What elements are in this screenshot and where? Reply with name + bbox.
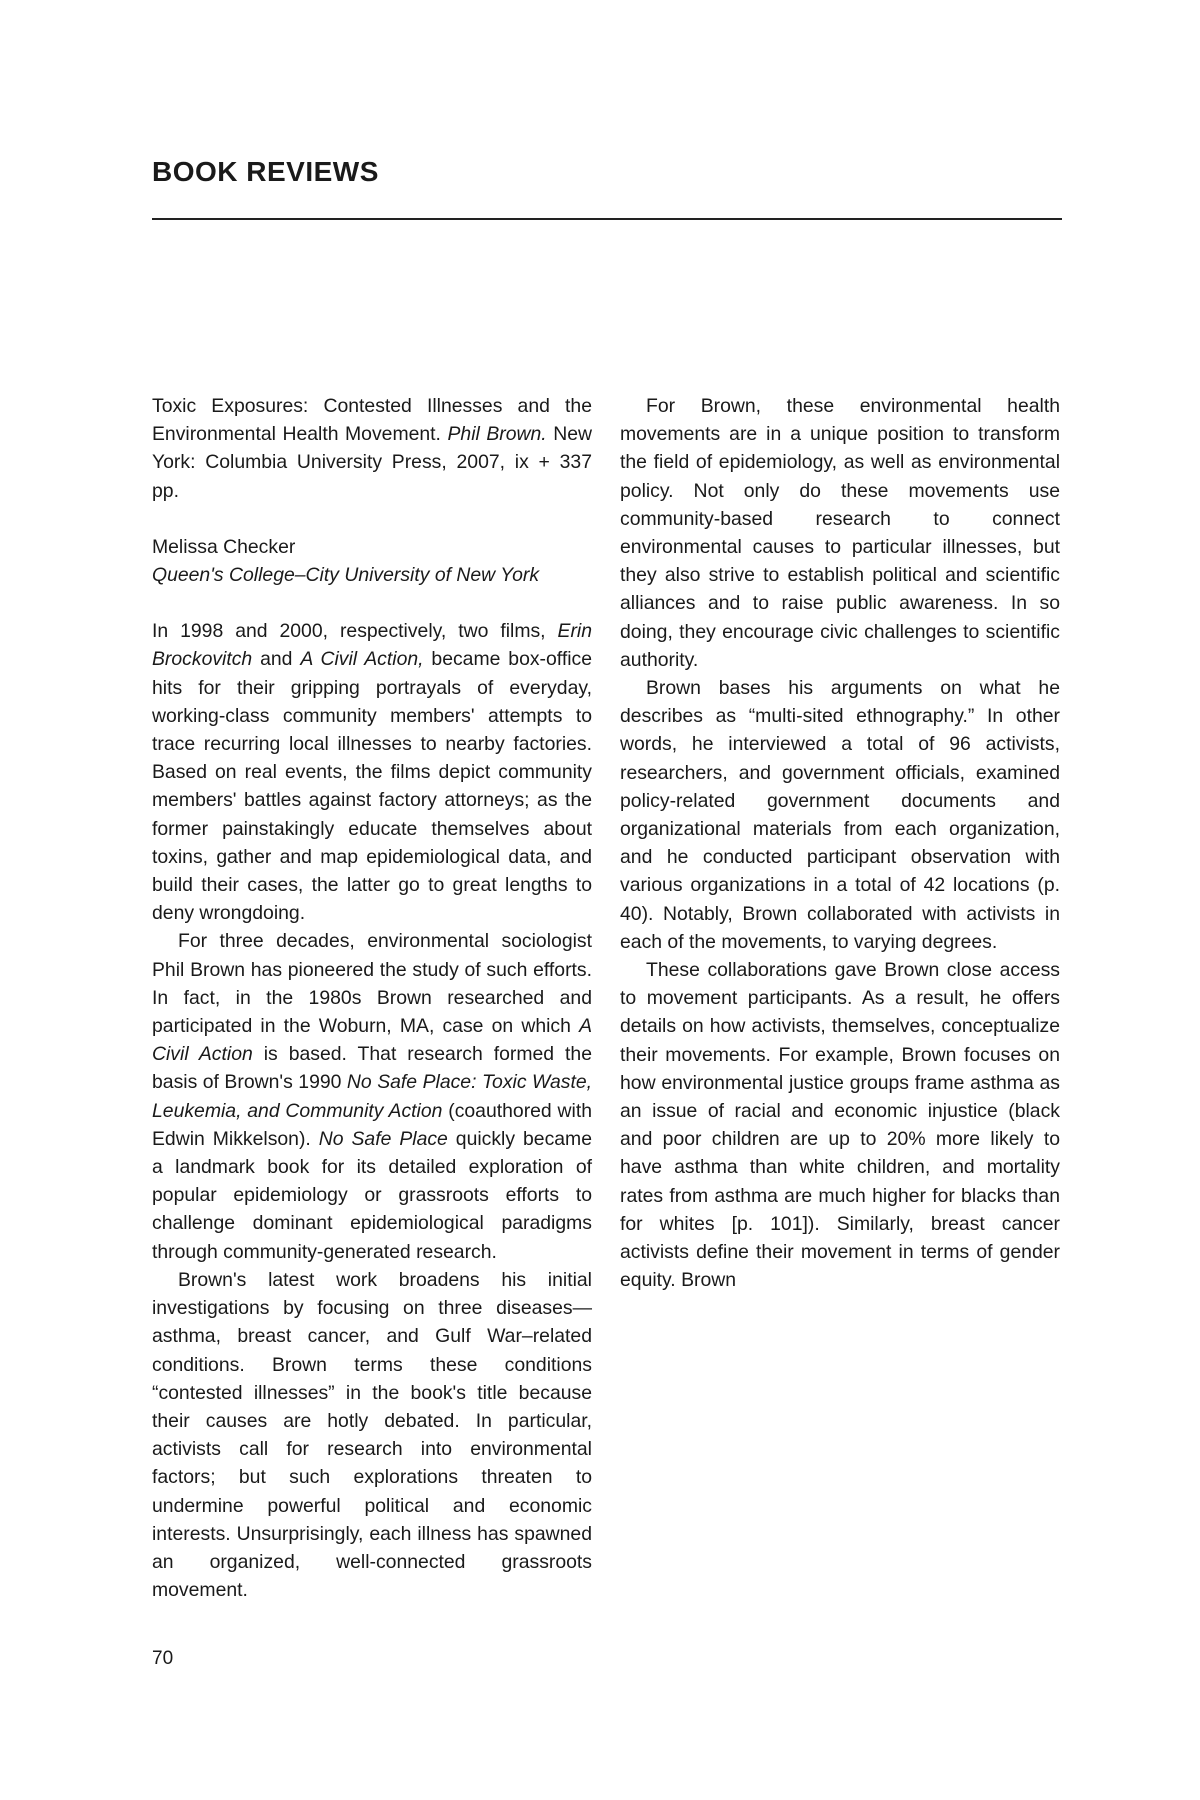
- left-column: [152, 392, 592, 1604]
- paragraph-2-text-c: (coauthored with Edwin Mikkelson).: [152, 1099, 592, 1150]
- paragraph-3: Brown's latest work broadens his initial investigations by focusing on three diseases—asthma, breast cancer, and Gulf War–related conditions. Brown terms these conditions “contested illnesses” in the book's title because their causes are hotly debated. In particular, activists call for research into environmental factors; but such explorations threaten to undermine powerful political and economic interests. Unsurprisingly, each illness has spawned an organized, well-connected grassroots movement.: [152, 1268, 592, 1602]
- paragraph-6: These collaborations gave Brown close access to movement participants. As a result, he offers details on how activists, themselves, conceptualize their movements. For example, Brown focuses on how environmental justice groups frame asthma as an issue of racial and economic injustice (black and poor children are up to 20% more likely to have asthma than white children, and mortality rates from asthma are much higher for blacks than for whites [p. 101]). Similarly, breast cancer activists define their movement in terms of gender equity. Brown: [620, 959, 1060, 1292]
- right-column: [620, 392, 1060, 1295]
- reviewer-affiliation: Queen's College–City University of New York: [152, 564, 540, 587]
- film-title-a-civil-action-2: A Civil Action: [152, 1015, 592, 1066]
- book-title-no-safe-place-short: No Safe Place: [318, 1127, 448, 1150]
- book-citation: [152, 392, 592, 505]
- film-title-erin-brockovitch: Erin Brockovitch: [152, 620, 592, 671]
- page-number: 70: [152, 1648, 174, 1669]
- film-title-a-civil-action: A Civil Action,: [300, 648, 424, 671]
- paragraph-1-text-c: became box-office hits for their gripping portrayals of everyday, working-class community members' attempts to trace recurring local illnesses to nearby factories. Based on real events, the films depict community members' battles against factory attorneys; as the former painstakingly educate themselves about toxins, gather and map epidemiological data, and build their cases, the latter go to great lengths to deny wrongdoing.: [152, 648, 592, 925]
- header-rule: [152, 218, 1062, 220]
- section-title: BOOK REVIEWS: [152, 156, 379, 187]
- paragraph-1: [152, 617, 592, 927]
- paragraph-2-text-a: For three decades, environmental sociologist Phil Brown has pioneered the study of such efforts. In fact, in the 1980s Brown researched and participated in the Woburn, MA, case on which: [152, 930, 592, 1038]
- paragraph-4: For Brown, these environmental health movements are in a unique position to transform the field of epidemiology, as well as environmental policy. Not only do these movements use community-based research to connect environmental causes to particular illnesses, but they also strive to establish political and scientific alliances and to raise public awareness. In so doing, they encourage civic challenges to scientific authority.: [620, 395, 1060, 671]
- paragraph-2-text-d: quickly became a landmark book for its detailed exploration of popular epidemiology or grassroots efforts to challenge dominant epidemiological paradigms through community-generated research.: [152, 1127, 592, 1263]
- paragraph-1-text-b: and: [252, 648, 301, 671]
- paragraph-2-text-b: is based. That research formed the basis of Brown's 1990: [152, 1043, 592, 1094]
- paragraph-2: [152, 927, 592, 1265]
- paragraph-1-text-a: In 1998 and 2000, respectively, two films,: [152, 620, 558, 643]
- book-publisher: New York: Columbia University Press, 2007, ix + 337 pp.: [152, 423, 593, 502]
- book-title-no-safe-place: No Safe Place: Toxic Waste, Leukemia, and Community Action: [152, 1071, 593, 1122]
- book-author: Phil Brown.: [447, 423, 547, 446]
- paragraph-5: Brown bases his arguments on what he describes as “multi-sited ethnography.” In other words, he interviewed a total of 96 activists, researchers, and government officials, examined policy-related government documents and organizational materials from each organization, and he conducted participant observation with various organizations in a total of 42 locations (p. 40). Notably, Brown collaborated with activists in each of the movements, to varying degrees.: [620, 677, 1060, 953]
- book-title: Toxic Exposures: Contested Illnesses and the Environmental Health Movement.: [152, 395, 592, 446]
- reviewer-name: Melissa Checker: [152, 535, 296, 558]
